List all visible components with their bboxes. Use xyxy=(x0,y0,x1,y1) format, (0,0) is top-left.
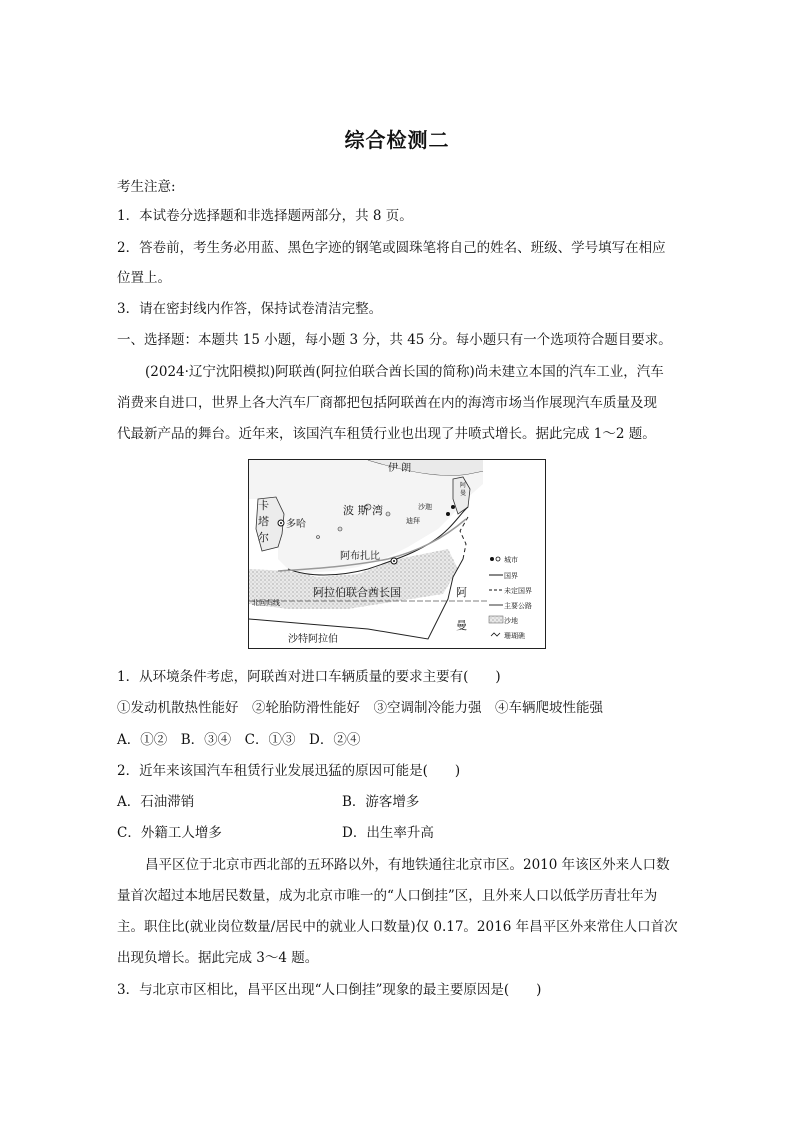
label-saudi: 沙特阿拉伯 xyxy=(288,634,338,645)
label-abudhabi: 阿布扎比 xyxy=(340,551,380,562)
label-oman-north-2: 曼 xyxy=(460,490,467,497)
q2-option-b: B．游客增多 xyxy=(342,794,420,810)
notice-item-2: 2．答卷前，考生务必用蓝、黑色字迹的钢笔或圆珠笔将自己的姓名、班级、学号填写在相应 xyxy=(117,240,666,256)
label-tropic: 北回归线 xyxy=(252,599,280,607)
passage1-line-1: (2024·辽宁沈阳模拟)阿联酋(阿拉伯联合酋长国的简称)尚未建立本国的汽车工业，汽车 xyxy=(145,364,664,380)
passage2-line-1: 昌平区位于北京市西北部的五环路以外，有地铁通往北京市区。2010 年该区外来人口数 xyxy=(145,857,670,873)
q3-stem: 3．与北京市区相比，昌平区出现“人口倒挂”现象的最主要原因是( ) xyxy=(117,982,542,998)
label-qatar-3: 尔 xyxy=(258,531,269,544)
q2-stem: 2．近年来该国汽车租赁行业发展迅猛的原因可能是( ) xyxy=(117,763,461,779)
q1-stem: 1．从环境条件考虑，阿联酋对进口车辆质量的要求主要有( ) xyxy=(117,669,501,685)
page-title: 综合检测二 xyxy=(344,128,450,152)
passage2-line-2: 量首次超过本地居民数量，成为北京市唯一的“人口倒挂”区，且外来人口以低学历青壮年为 xyxy=(117,888,658,904)
legend-border: 国界 xyxy=(504,572,518,580)
legend-sand: 沙地 xyxy=(504,617,518,625)
label-doha: 多哈 xyxy=(286,519,306,530)
notice-item-2-cont: 位置上。 xyxy=(117,270,171,286)
passage1-line-3: 代最新产品的舞台。近年来，该国汽车租赁行业也出现了井喷式增长。据此完成 1～2 题。 xyxy=(117,426,656,442)
label-qatar-1: 卡 xyxy=(258,499,269,512)
legend-city: 城市 xyxy=(504,556,518,564)
label-uae: 阿拉伯联合酋长国 xyxy=(313,586,401,599)
label-dubai: 迪拜 xyxy=(406,517,420,525)
notice-item-1: 1．本试卷分选择题和非选择题两部分，共 8 页。 xyxy=(117,208,413,224)
q1-statements: ①发动机散热性能好 ②轮胎防滑性能好 ③空调制冷能力强 ④车辆爬坡性能强 xyxy=(117,700,603,716)
label-oman-1: 阿 xyxy=(456,586,467,599)
passage1-line-2: 消费来自进口，世界上各大汽车厂商都把包括阿联酋在内的海湾市场当作展现汽车质量及现 xyxy=(117,395,657,411)
passage2-line-3: 主。职住比(就业岗位数量/居民中的就业人口数量)仅 0.17。2016 年昌平区外来常住人口首次 xyxy=(117,919,678,935)
label-oman-2: 曼 xyxy=(456,619,467,632)
label-oman-north-1: 阿 xyxy=(460,482,467,489)
q2-option-d: D．出生率升高 xyxy=(342,825,434,841)
legend-highway: 主要公路 xyxy=(504,602,532,610)
legend-reef: 珊瑚礁 xyxy=(504,632,525,640)
q2-option-c: C．外籍工人增多 xyxy=(117,825,222,841)
label-qatar-2: 塔 xyxy=(258,515,269,528)
label-gulf: 波 斯 湾 xyxy=(343,504,383,517)
q1-options: A．①② B．③④ C．①③ D．②④ xyxy=(117,732,361,748)
label-sharjah: 沙迦 xyxy=(418,503,432,511)
section-heading: 一、选择题：本题共 15 小题，每小题 3 分，共 45 分。每小题只有一个选项符合题目要求。 xyxy=(117,332,672,348)
notice-item-3: 3．请在密封线内作答，保持试卷清洁完整。 xyxy=(117,301,383,317)
q2-option-a: A．石油滞销 xyxy=(117,794,195,810)
passage2-line-4: 出现负增长。据此完成 3～4 题。 xyxy=(117,950,319,966)
label-iran: 伊 朗 xyxy=(388,463,412,474)
notice-heading: 考生注意: xyxy=(117,179,176,195)
legend-disputed: 未定国界 xyxy=(504,587,532,595)
uae-map xyxy=(248,459,546,649)
